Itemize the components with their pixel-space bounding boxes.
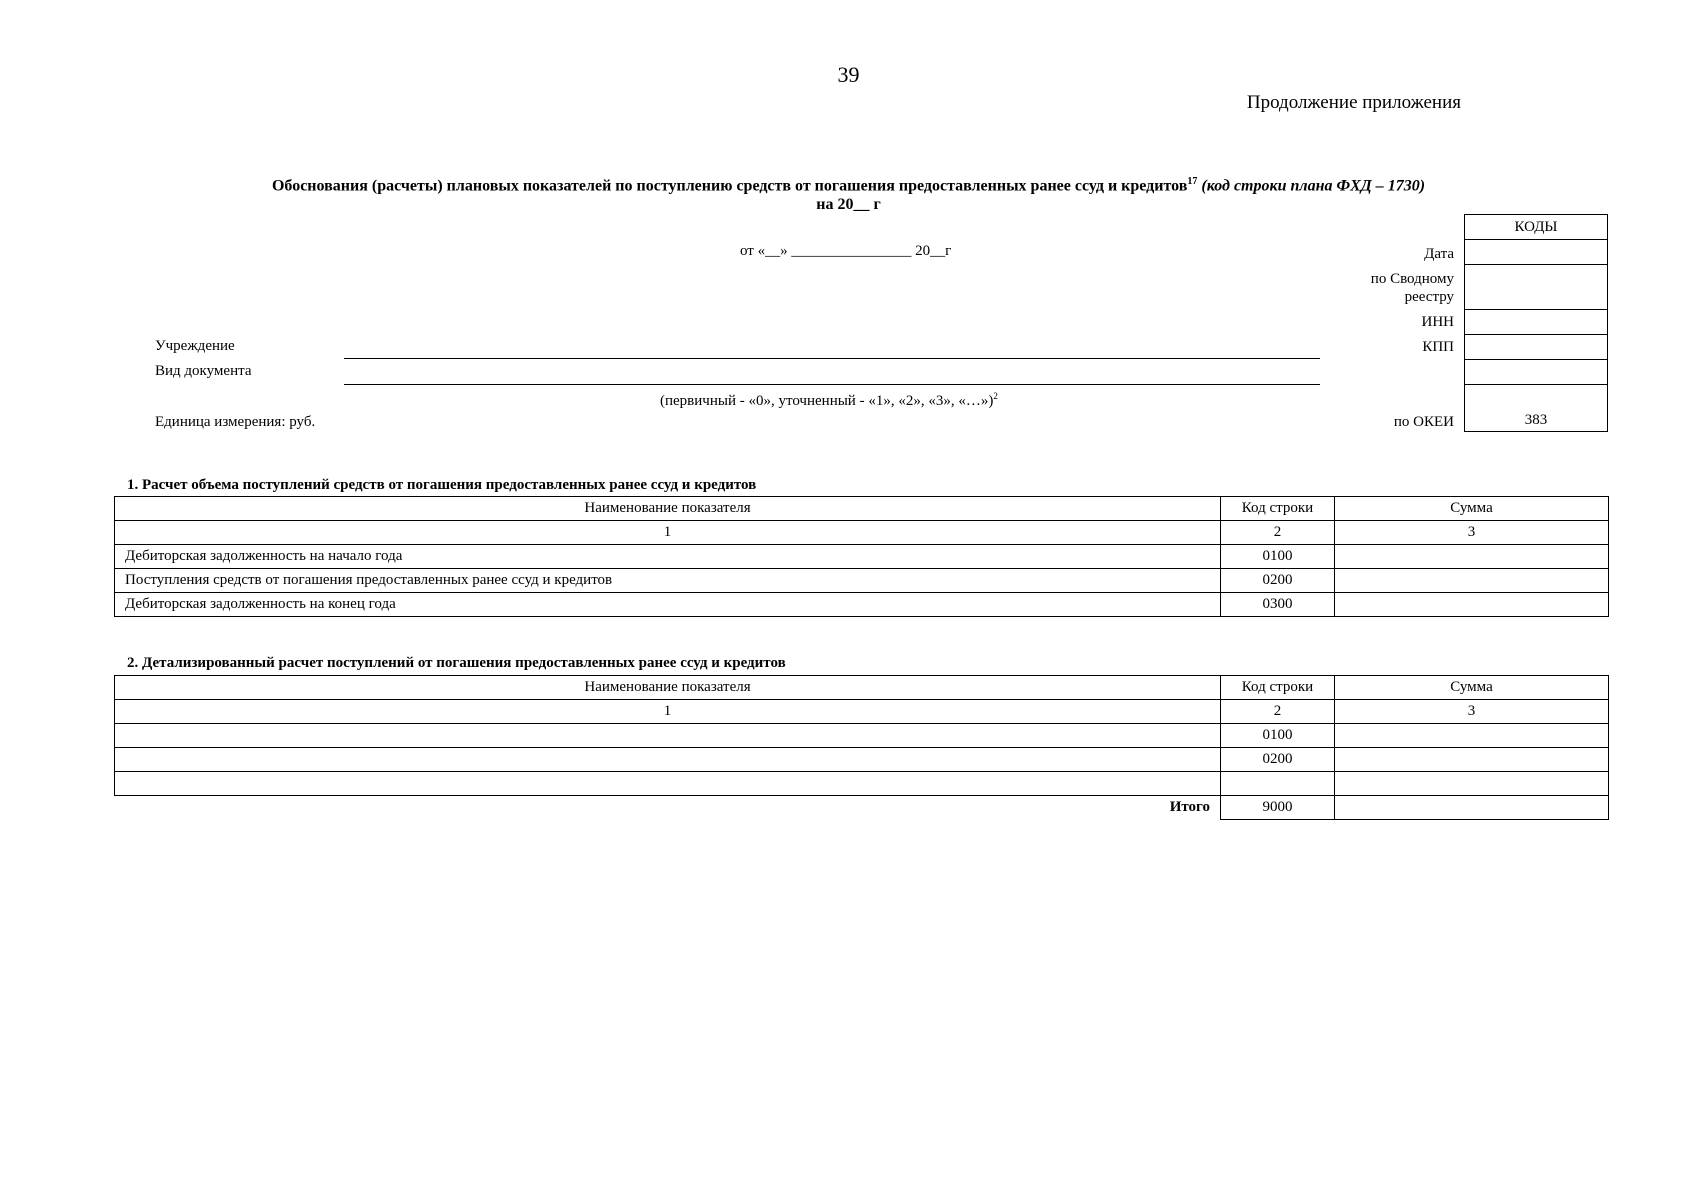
- row-name: Дебиторская задолженность на конец года: [115, 593, 1221, 617]
- row-sum[interactable]: [1335, 772, 1609, 796]
- column-number: 2: [1221, 521, 1335, 545]
- title-code-note: (код строки плана ФХД – 1730): [1201, 177, 1426, 195]
- code-label-inn: ИНН: [1421, 314, 1454, 330]
- code-inn-cell[interactable]: [1465, 310, 1608, 335]
- code-date-cell[interactable]: [1465, 240, 1608, 265]
- header-code: Код строки: [1221, 497, 1335, 521]
- row-sum[interactable]: [1335, 569, 1609, 593]
- continuation-label: Продолжение приложения: [1246, 92, 1461, 113]
- row-code: [1221, 772, 1335, 796]
- code-label-okei: по ОКЕИ: [1393, 414, 1454, 430]
- date-line: от «__» ________________ 20__г: [740, 243, 952, 259]
- table-number-row: [115, 700, 1609, 724]
- page-number: 39: [837, 62, 860, 87]
- column-number: 3: [1335, 521, 1609, 545]
- title-year-line: на 20__ г: [816, 196, 881, 214]
- table-row: [115, 569, 1609, 593]
- code-doctype-cell[interactable]: [1465, 360, 1608, 385]
- unit-label: Единица измерения: руб.: [155, 414, 316, 430]
- column-number: 2: [1221, 700, 1335, 724]
- table-number-row: [115, 521, 1609, 545]
- doc-type-hint: [660, 391, 998, 410]
- header-sum: Сумма: [1335, 497, 1609, 521]
- table-header-row: [115, 676, 1609, 700]
- row-name: Поступления средств от погашения предоставленных ранее ссуд и кредитов: [115, 569, 1221, 593]
- code-registry-cell[interactable]: [1465, 265, 1608, 310]
- row-code: 0100: [1221, 545, 1335, 569]
- table-row: [115, 545, 1609, 569]
- header-name: Наименование показателя: [115, 497, 1221, 521]
- doc-type-hint-footnote: 2: [993, 391, 998, 401]
- row-sum[interactable]: [1335, 724, 1609, 748]
- code-okei-cell: 383: [1465, 385, 1608, 432]
- row-sum[interactable]: [1335, 545, 1609, 569]
- table-row: [115, 772, 1609, 796]
- institution-label: Учреждение: [155, 338, 235, 354]
- title-footnote: 17: [1187, 176, 1198, 187]
- total-code: 9000: [1221, 796, 1335, 820]
- row-code: 0200: [1221, 569, 1335, 593]
- code-label-kpp: КПП: [1422, 339, 1454, 355]
- code-label-date: Дата: [1424, 246, 1454, 262]
- header-sum: Сумма: [1335, 676, 1609, 700]
- table-row: [115, 724, 1609, 748]
- codes-box: [1464, 214, 1608, 432]
- row-name: Дебиторская задолженность на начало года: [115, 545, 1221, 569]
- column-number: 1: [115, 700, 1221, 724]
- document-title: [0, 172, 1697, 214]
- section1-table: [114, 496, 1609, 617]
- title-main: Обоснования (расчеты) плановых показателей по поступлению средств от погашения предоставленных ранее ссуд и кредитов: [271, 177, 1188, 195]
- code-label-registry: по Сводному реестру: [1370, 271, 1454, 305]
- table-header-row: [115, 497, 1609, 521]
- doc-type-label: Вид документа: [155, 363, 252, 379]
- row-code: 0300: [1221, 593, 1335, 617]
- section2-table: [114, 675, 1609, 820]
- row-name[interactable]: [115, 748, 1221, 772]
- column-number: 3: [1335, 700, 1609, 724]
- total-sum[interactable]: [1335, 796, 1609, 820]
- institution-field[interactable]: [344, 342, 1320, 359]
- header-code: Код строки: [1221, 676, 1335, 700]
- total-row: [115, 796, 1609, 820]
- row-code: 0200: [1221, 748, 1335, 772]
- table-row: [115, 593, 1609, 617]
- header-name: Наименование показателя: [115, 676, 1221, 700]
- row-sum[interactable]: [1335, 593, 1609, 617]
- column-number: 1: [115, 521, 1221, 545]
- total-label: Итого: [115, 796, 1221, 820]
- code-kpp-cell[interactable]: [1465, 335, 1608, 360]
- row-code: 0100: [1221, 724, 1335, 748]
- row-name[interactable]: [115, 772, 1221, 796]
- doc-type-field[interactable]: [344, 368, 1320, 385]
- row-sum[interactable]: [1335, 748, 1609, 772]
- table-row: [115, 748, 1609, 772]
- codes-header: КОДЫ: [1465, 215, 1608, 240]
- doc-type-hint-text: (первичный - «0», уточненный - «1», «2», «3», «…»): [660, 393, 994, 409]
- section2-title: 2. Детализированный расчет поступлений от погашения предоставленных ранее ссуд и кредитов: [127, 655, 786, 671]
- row-name[interactable]: [115, 724, 1221, 748]
- section1-title: 1. Расчет объема поступлений средств от погашения предоставленных ранее ссуд и кредитов: [127, 477, 757, 493]
